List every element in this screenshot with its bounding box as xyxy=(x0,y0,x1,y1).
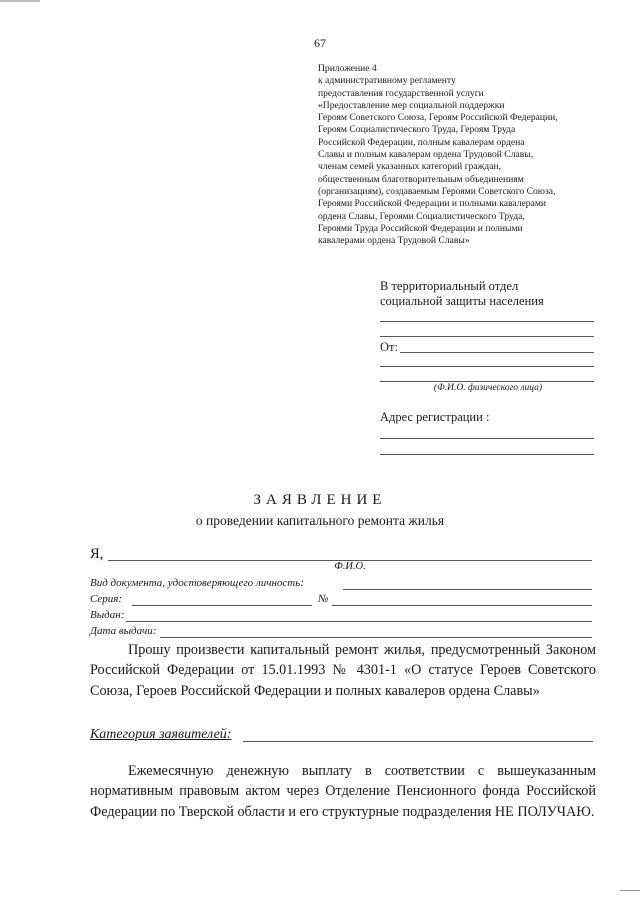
appendix-line: Героям Советского Союза, Героям Российской Федерации, xyxy=(318,112,558,124)
series-line[interactable] xyxy=(132,605,312,606)
document-subtitle: о проведении капитального ремонта жилья xyxy=(195,513,445,528)
addressee-blank-line[interactable] xyxy=(380,336,594,337)
request-text: Прошу произвести капитальный ремонт жилья, предусмотренный Законом Российской Федерации от 15.01.1993 № 4301-1 «О статусе Героев Советского Союза, Героев Российской Федерации и полных кавалеров ордена Славы» xyxy=(90,642,596,699)
payment-paragraph xyxy=(90,761,596,822)
appendix-line: (организациям), создаваемым Героями Советского Союза, xyxy=(318,185,556,197)
category-line[interactable] xyxy=(243,741,593,742)
appendix-line: предоставления государственной услуги xyxy=(318,87,484,99)
appendix-line: Героями Российской Федерации и полными кавалерами xyxy=(318,198,547,210)
category-label: Категория заявителей: xyxy=(90,727,232,742)
appendix-line: ордена Славы, Героями Социалистического Труда, xyxy=(318,210,525,222)
doc-type-label: Вид документа, удостоверяющего личность: xyxy=(90,577,304,589)
appendix-line: к административному регламенту xyxy=(318,75,456,87)
document-title: ЗАЯВЛЕНИЕ xyxy=(253,492,387,508)
addressee-blank-line[interactable] xyxy=(380,321,594,322)
from-blank-line[interactable] xyxy=(380,381,594,382)
fio-caption: (Ф.И.О. физического лица) xyxy=(433,383,543,393)
issue-date-label: Дата выдачи: xyxy=(90,625,157,637)
page-number: 67 xyxy=(314,36,326,50)
from-label: От: xyxy=(380,340,398,354)
issued-label: Выдан: xyxy=(90,609,125,621)
appendix-line: Славы и полным кавалерам ордена Трудовой Славы, xyxy=(318,149,534,161)
from-blank-line[interactable] xyxy=(380,366,594,367)
series-label: Серия: xyxy=(90,593,123,605)
addressee-line-1: В территориальный отдел xyxy=(380,279,519,293)
registration-label: Адрес регистрации : xyxy=(380,410,490,424)
registration-line[interactable] xyxy=(380,438,594,439)
addressee-line-2: социальной защиты населения xyxy=(380,294,544,308)
scan-artifact xyxy=(620,890,640,891)
number-line[interactable] xyxy=(332,605,592,606)
registration-line[interactable] xyxy=(380,454,594,455)
issued-line[interactable] xyxy=(126,621,592,622)
doc-type-line[interactable] xyxy=(343,589,592,590)
number-label: № xyxy=(318,593,329,605)
appendix-line: кавалерами ордена Трудовой Славы» xyxy=(318,235,470,247)
request-paragraph xyxy=(90,640,596,701)
appendix-line: «Предоставление мер социальной поддержки xyxy=(318,99,505,111)
appendix-line: общественным благотворительным объединениям xyxy=(318,173,524,185)
appendix-line: Приложение 4 xyxy=(318,63,377,74)
appendix-line: Героями Труда Российской Федерации и полными xyxy=(318,222,523,234)
scan-artifact xyxy=(0,0,40,2)
ya-label: Я, xyxy=(90,546,104,562)
from-fio-line[interactable] xyxy=(400,352,594,353)
appendix-line: Героям Социалистического Труда, Героям Труда xyxy=(318,124,516,136)
payment-text: Ежемесячную денежную выплату в соответствии с вышеуказанным нормативным правовым актом через Отделение Пенсионного фонда Российской Федерации по Тверской области и его структурные подразделения НЕ ПОЛУЧАЮ. xyxy=(90,763,596,820)
fio-sublabel: Ф.И.О. xyxy=(334,561,366,572)
appendix-note xyxy=(318,63,618,247)
issue-date-line[interactable] xyxy=(160,637,592,638)
appendix-line: членам семей указанных категорий граждан, xyxy=(318,161,501,173)
appendix-line: Российской Федерации, полным кавалерам ордена xyxy=(318,136,525,148)
